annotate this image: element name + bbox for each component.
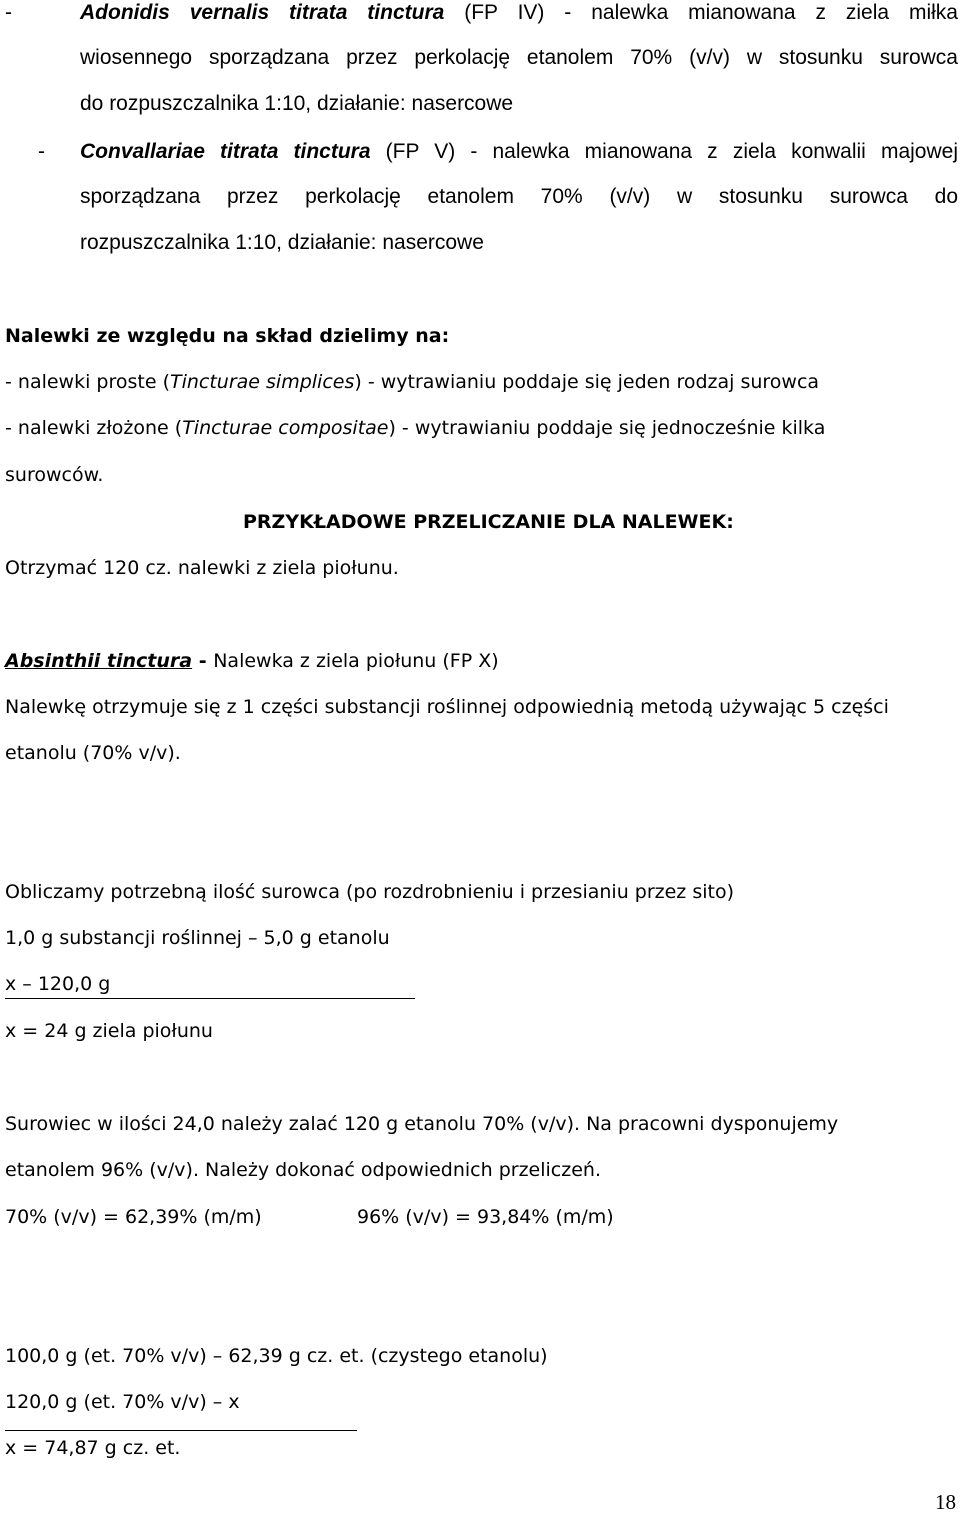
example-heading: PRZYKŁADOWE PRZELICZANIE DLA NALEWEK: [243,511,734,533]
latin-term: Tincturae compositae [182,417,389,439]
absinthii-latin-name: Absinthii tinctura [5,650,193,672]
tincture-description: (FP IV) - nalewka mianowana z ziela miłka [444,1,958,24]
ethanol-note-1: Surowiec w ilości 24,0 należy zalać 120 g etanolu 70% (v/v). Na pracowni dysponujemy [5,1113,839,1135]
division-heading: Nalewki ze względu na skład dzielimy na: [5,325,450,347]
simple-tinctures-line: - nalewki proste (Tincturae simplices) - wytrawianiu poddaje się jeden rodzaj surowca [5,371,820,393]
example-task: Otrzymać 120 cz. nalewki z ziela piołunu. [5,557,399,579]
ethanol-rule [5,1430,357,1431]
tincture-line-2: wiosennego sporządzana przez perkolację etanolem 70% (v/v) w stosunku surowca [80,46,958,69]
compound-tinctures-line: - nalewki złożone (Tincturae compositae) - wytrawianiu poddaje się jednocześnie kilka [5,417,826,439]
tincture-latin-name: Adonidis vernalis titrata tinctura [80,1,445,24]
tincture-line-2: sporządzana przez perkolację etanolem 70% (v/v) w stosunku surowca do [80,185,958,208]
ethanol-result: x = 74,87 g cz. et. [5,1437,181,1459]
absinthii-desc-2: etanolu (70% v/v). [5,742,181,764]
calc-intro: Obliczamy potrzebną ilość surowca (po rozdrobnieniu i przesianiu przez sito) [5,881,734,903]
absinthii-title: Absinthii tinctura - Nalewka z ziela piołunu (FP X) [5,650,499,672]
proportion-row-1: 1,0 g substancji roślinnej – 5,0 g etanolu [5,927,390,949]
proportion-rule [5,998,415,999]
proportion-result: x = 24 g ziela piołunu [5,1020,213,1042]
equivalence-96: 96% (v/v) = 93,84% (m/m) [357,1206,614,1228]
ethanol-row-2: 120,0 g (et. 70% v/v) – x [5,1391,240,1413]
latin-term: Tincturae simplices [169,371,355,393]
equivalence-70: 70% (v/v) = 62,39% (m/m) [5,1206,262,1228]
ethanol-row-1: 100,0 g (et. 70% v/v) – 62,39 g cz. et. (czystego etanolu) [5,1345,548,1367]
tincture-description: (FP V) - nalewka mianowana z ziela konwalii majowej [370,140,958,163]
list-dash: - [38,140,45,163]
tincture-line-3: do rozpuszczalnika 1:10, działanie: nasercowe [80,92,514,115]
compound-tinctures-cont: surowców. [5,464,104,486]
tincture-line-1 [80,139,958,165]
proportion-row-2: x – 120,0 g [5,973,111,995]
tincture-line-3: rozpuszczalnika 1:10, działanie: nasercowe [80,231,484,254]
page-number: 18 [935,1490,956,1514]
tincture-line-1 [80,0,958,26]
list-dash: - [5,1,12,24]
ethanol-note-2: etanolem 96% (v/v). Należy dokonać odpowiednich przeliczeń. [5,1159,601,1181]
tincture-latin-name: Convallariae titrata tinctura [80,140,371,163]
absinthii-desc-1: Nalewkę otrzymuje się z 1 części substancji roślinnej odpowiednią metodą używając 5 części [5,696,889,718]
